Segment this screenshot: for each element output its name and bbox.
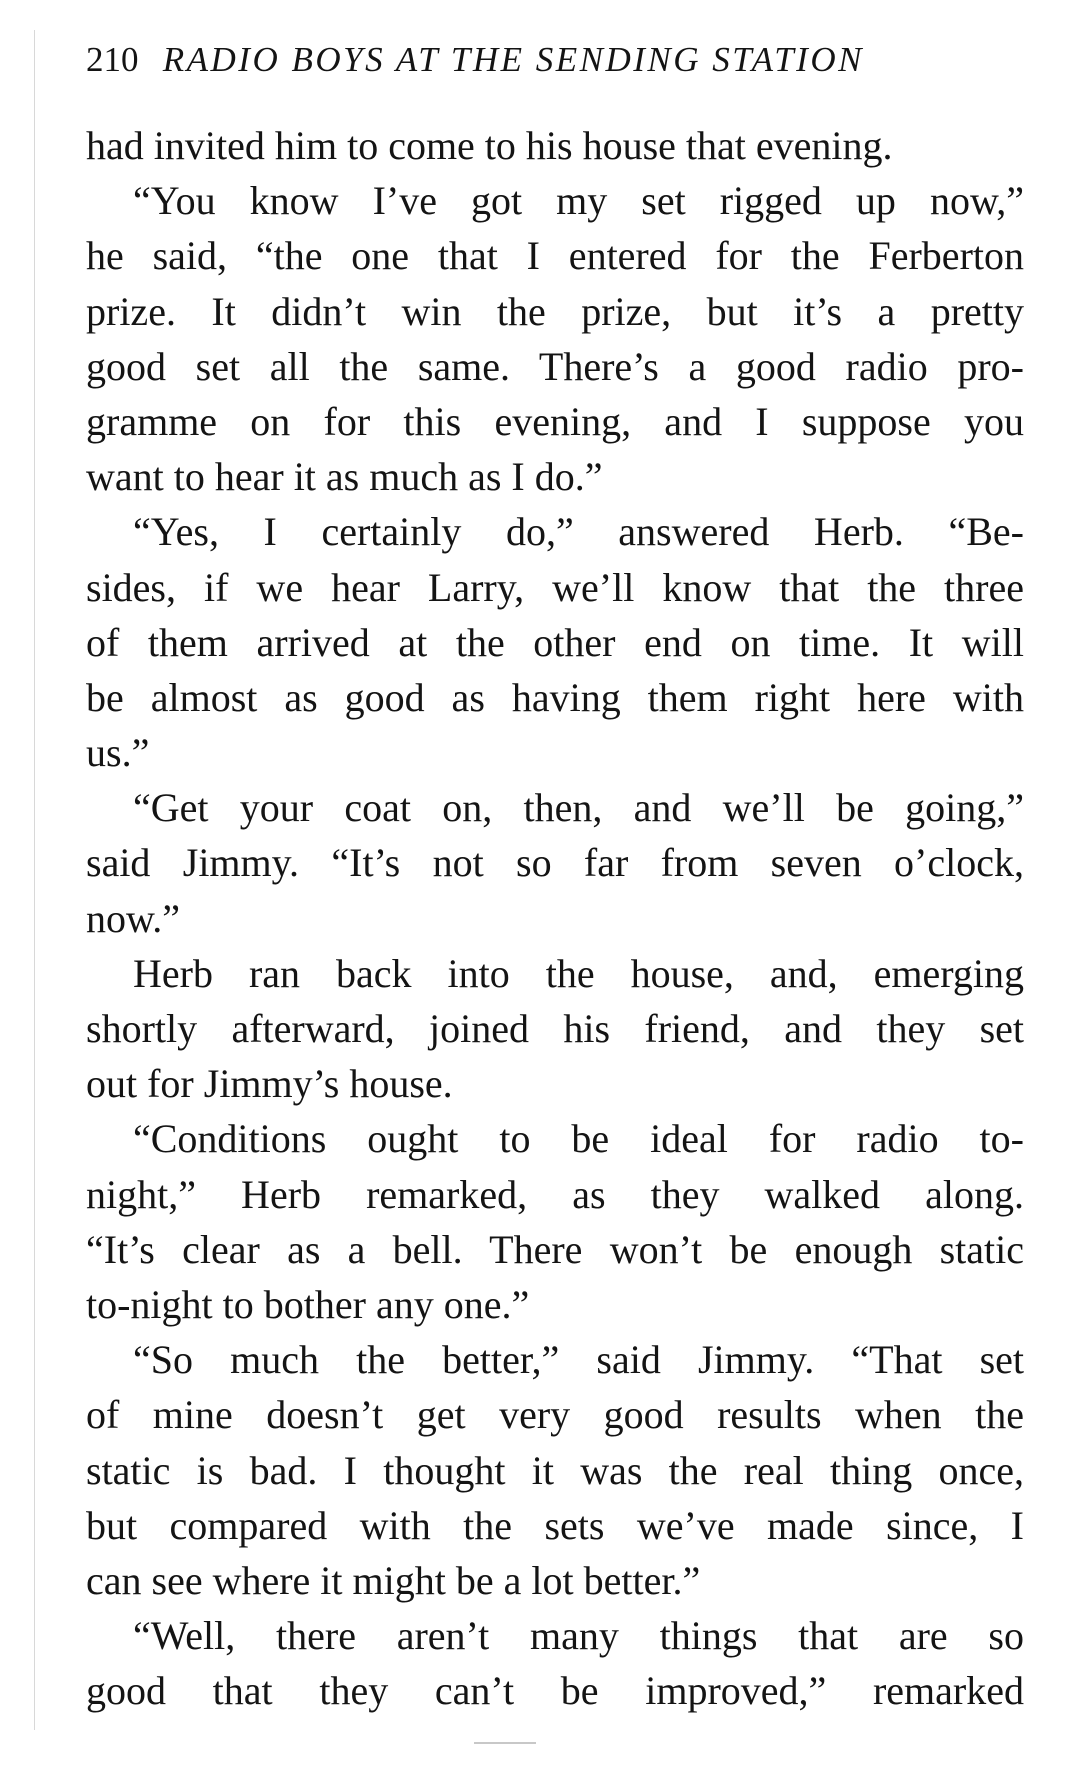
text-line: “Well, there aren’t many things that are so bbox=[133, 1613, 1024, 1659]
text-line: “You know I’ve got my set rigged up now,” bbox=[133, 178, 1024, 224]
text-line: had invited him to come to his house that evening. bbox=[86, 123, 893, 168]
text-line: static is bad. I thought it was the real thing once, bbox=[86, 1447, 1024, 1493]
text-line: shortly afterward, joined his friend, and they set bbox=[86, 1006, 1024, 1051]
text-line: sides, if we hear Larry, we’ll know that the three bbox=[86, 564, 1024, 610]
text-line: can see where it might be a lot better.” bbox=[86, 1557, 701, 1603]
text-line: but compared with the sets we’ve made since, I bbox=[86, 1502, 1024, 1548]
page-number: 210 bbox=[86, 40, 139, 79]
footer-mark bbox=[474, 1742, 536, 1744]
text-line: gramme on for this evening, and I suppose you bbox=[86, 398, 1024, 444]
text-line: “Conditions ought to be ideal for radio to- bbox=[133, 1116, 1024, 1162]
body-text bbox=[86, 118, 1024, 1718]
text-line: to-night to bother any one.” bbox=[86, 1281, 530, 1327]
text-line: be almost as good as having them right here with bbox=[86, 674, 1024, 720]
text-line: night,” Herb remarked, as they walked along. bbox=[86, 1171, 1024, 1217]
text-line: he said, “the one that I entered for the Ferberton bbox=[86, 233, 1024, 279]
text-line: “Yes, I certainly do,” answered Herb. “Be- bbox=[133, 509, 1024, 555]
text-line: of them arrived at the other end on time. It will bbox=[86, 619, 1024, 665]
text-line: good set all the same. There’s a good radio pro- bbox=[86, 343, 1024, 389]
text-line: prize. It didn’t win the prize, but it’s a pretty bbox=[86, 288, 1024, 334]
text-line: “So much the better,” said Jimmy. “That set bbox=[133, 1337, 1024, 1383]
text-line: “It’s clear as a bell. There won’t be enough static bbox=[86, 1226, 1024, 1272]
scan-edge-line bbox=[34, 30, 35, 1730]
text-line: us.” bbox=[86, 730, 150, 776]
text-line: Herb ran back into the house, and, emerging bbox=[133, 950, 1024, 996]
text-line: of mine doesn’t get very good results when the bbox=[86, 1392, 1024, 1438]
text-line: out for Jimmy’s house. bbox=[86, 1061, 453, 1107]
text-line: want to hear it as much as I do.” bbox=[86, 454, 603, 500]
running-head bbox=[86, 36, 1026, 84]
text-line: now.” bbox=[86, 895, 181, 941]
text-line: good that they can’t be improved,” remarked bbox=[86, 1668, 1024, 1714]
text-line: “Get your coat on, then, and we’ll be going,” bbox=[133, 785, 1024, 831]
text-line: said Jimmy. “It’s not so far from seven o’clock, bbox=[86, 840, 1024, 886]
running-title: RADIO BOYS AT THE SENDING STATION bbox=[162, 40, 864, 79]
